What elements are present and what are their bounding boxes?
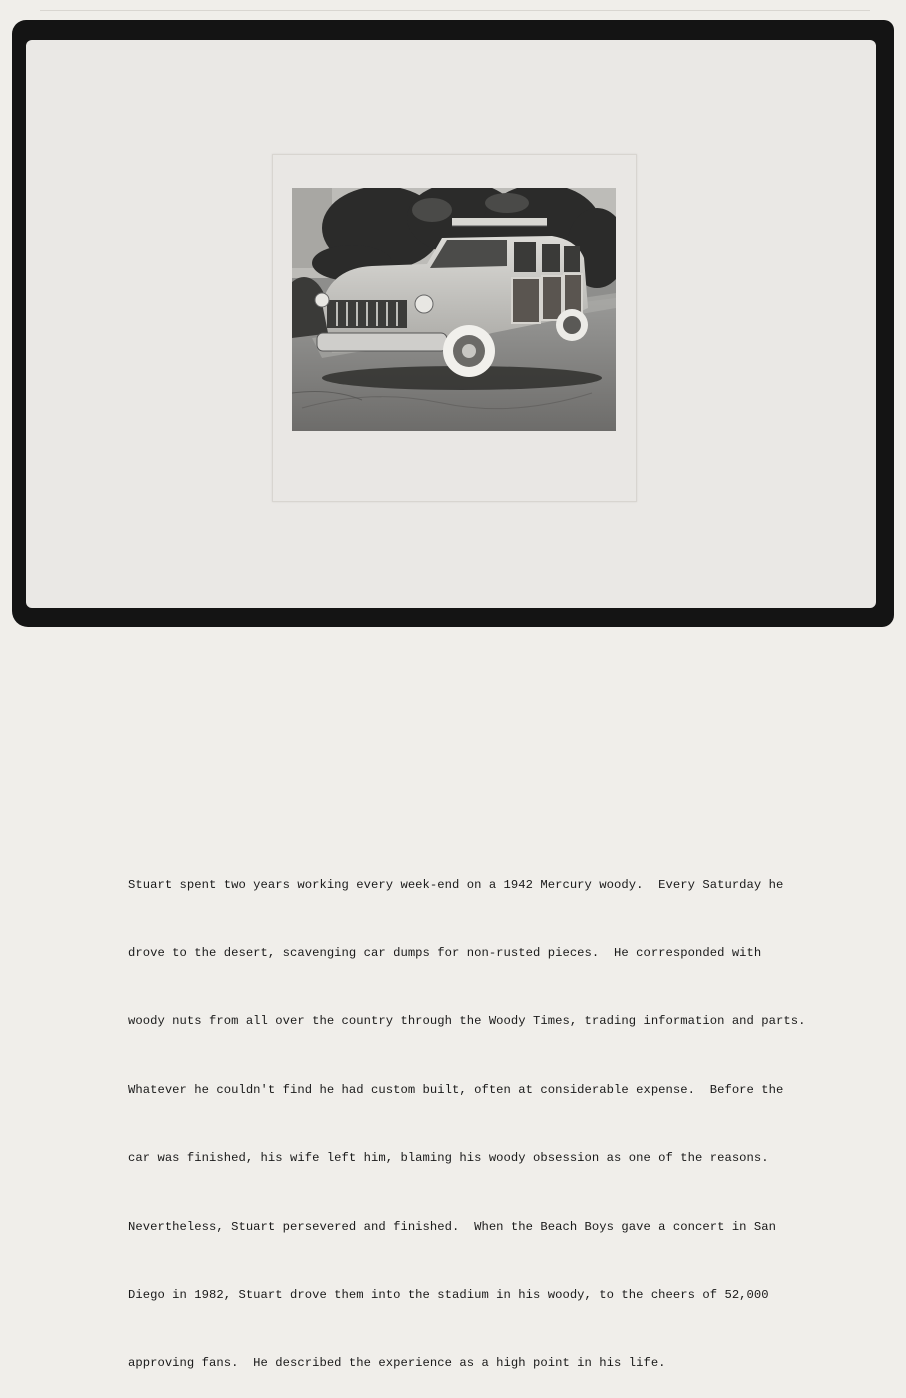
caption-line: Whatever he couldn't find he had custom built, often at considerable expense. Before the [128,1082,784,1097]
caption-line: approving fans. He described the experience as a high point in his life. [128,1356,666,1371]
paper-top-edge [40,10,870,15]
caption-line: woody nuts from all over the country through the Woody Times, trading information and parts. [128,1014,806,1029]
caption-line: Diego in 1982, Stuart drove them into the stadium in his woody, to the cheers of 52,000 [128,1287,769,1302]
caption-text [128,828,848,1398]
caption-line: drove to the desert, scavenging car dumps for non-rusted pieces. He corresponded with [128,945,762,960]
caption-line: Stuart spent two years working every week-end on a 1942 Mercury woody. Every Saturday he [128,877,784,892]
caption-line: Nevertheless, Stuart persevered and finished. When the Beach Boys gave a concert in San [128,1219,777,1234]
caption-line: car was finished, his wife left him, blaming his woody obsession as one of the reasons. [128,1151,769,1166]
woody-car-photo [292,188,616,431]
